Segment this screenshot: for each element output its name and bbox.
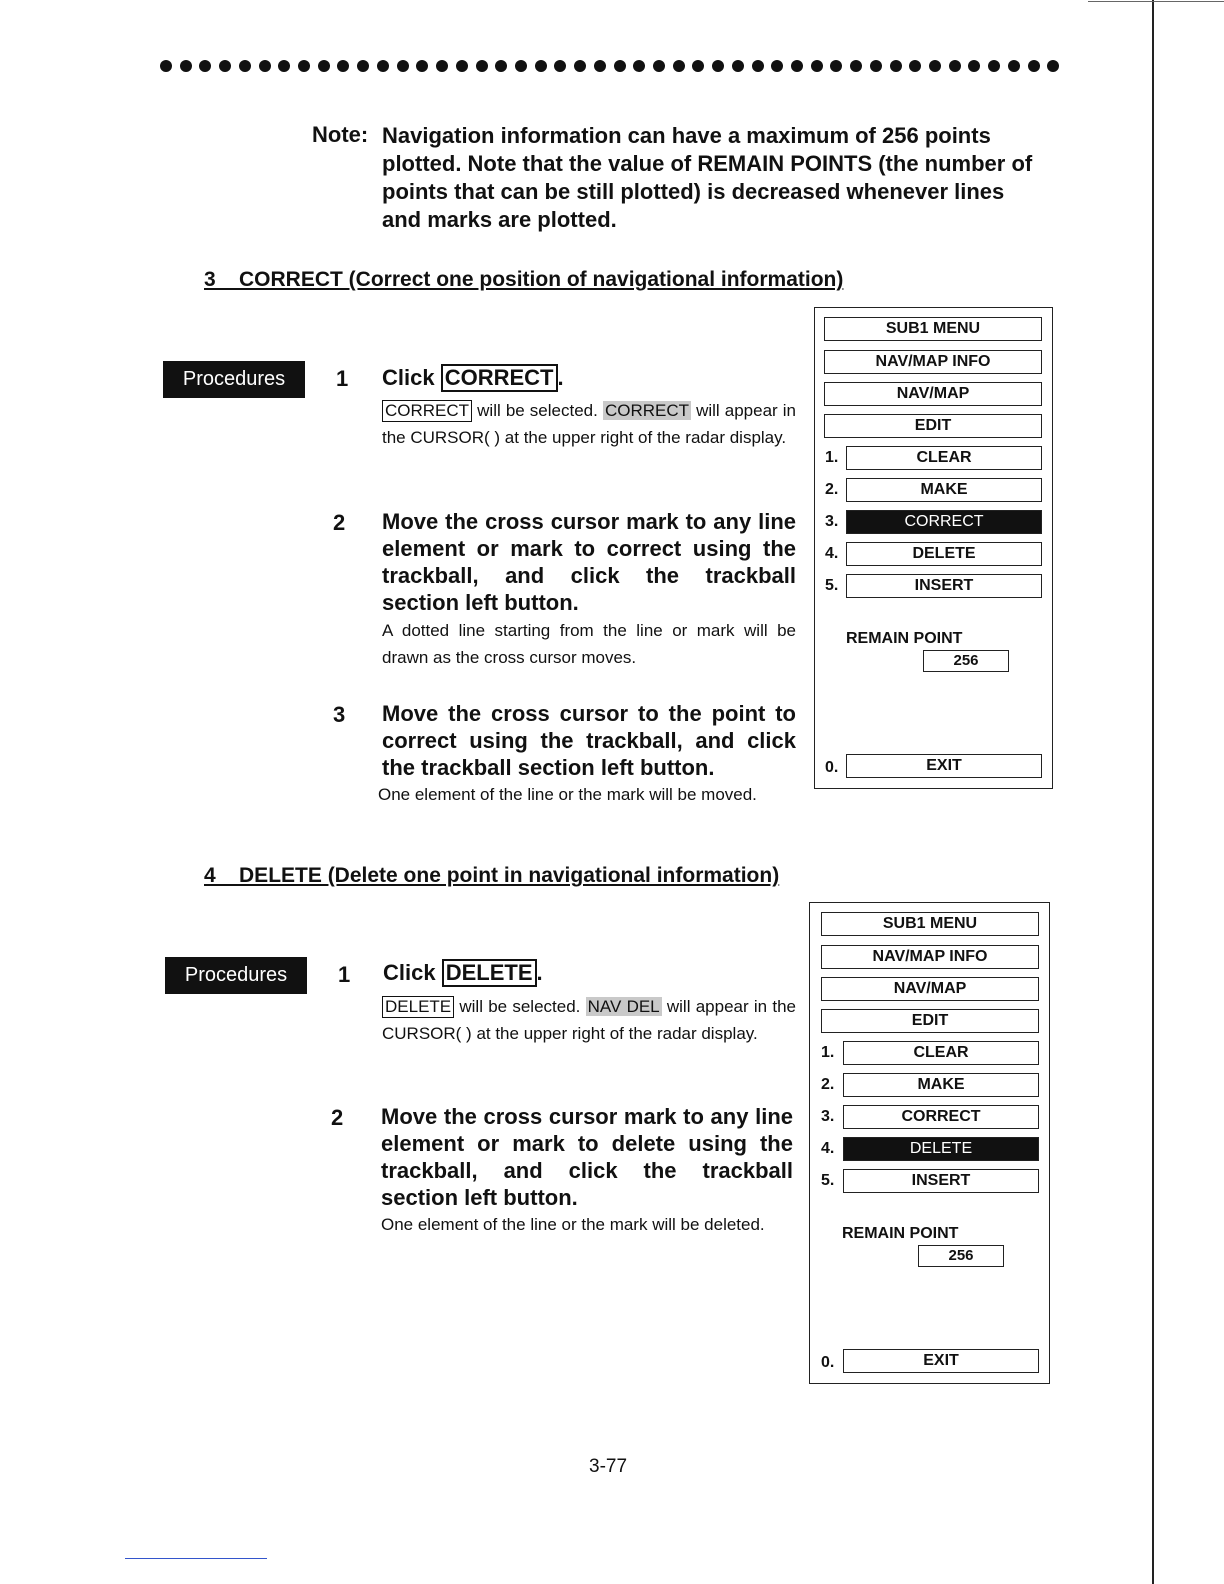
menu-item-number: 3. [825,513,839,530]
insert-button[interactable]: INSERT [843,1169,1039,1193]
nav-map-button[interactable]: NAV/MAP [824,382,1042,406]
exit-button[interactable]: EXIT [846,754,1042,778]
clear-button[interactable]: CLEAR [843,1041,1039,1065]
menu-item-number: 5. [821,1172,835,1189]
step-title-prefix: Click [383,960,436,985]
remain-point-label: REMAIN POINT [846,630,963,647]
desc-text: will be selected. [472,401,603,420]
step-title: Move the cross cursor to the point to correct using the trackball, and click the trackball section left button. [382,701,796,780]
step-title [383,959,797,987]
step-number: 2 [331,1105,344,1130]
top-corner-rule [1088,1,1224,2]
note-label: Note: [312,122,369,147]
correct-button-ref: CORRECT [441,364,558,392]
delete-button-ref: DELETE [442,959,537,987]
edit-button[interactable]: EDIT [821,1009,1039,1033]
procedures-badge: Procedures [163,361,305,398]
menu-item-number: 3. [821,1108,835,1125]
correct-button[interactable]: CORRECT [843,1105,1039,1129]
step-description: One element of the line or the mark will be moved. [378,785,757,804]
nav-map-button[interactable]: NAV/MAP [821,977,1039,1001]
step-number: 2 [333,510,346,535]
nav-map-info-button[interactable]: NAV/MAP INFO [824,350,1042,374]
make-button[interactable]: MAKE [846,478,1042,502]
step-number: 3 [333,702,346,727]
page-number: 3-77 [589,1456,628,1477]
sub1-menu-button[interactable]: SUB1 MENU [821,912,1039,936]
step-title [382,364,796,392]
step-description: A dotted line starting from the line or mark will be drawn as the cross cursor moves. [382,621,796,667]
menu-item-number: 0. [821,1354,835,1371]
dotted-separator [160,60,1060,72]
menu-item-number: 1. [825,449,839,466]
menu-item-number: 4. [821,1140,835,1157]
section-4-heading: 4 DELETE (Delete one point in navigational information) [204,864,780,887]
step-number: 1 [338,962,351,987]
remain-point-value: 256 [918,1245,1004,1267]
step-description [382,397,796,451]
step-description: One element of the line or the mark will be deleted. [381,1215,765,1234]
remain-point-value: 256 [923,650,1009,672]
step-title-prefix: Click [382,365,435,390]
make-button[interactable]: MAKE [843,1073,1039,1097]
nav-map-info-button[interactable]: NAV/MAP INFO [821,945,1039,969]
menu-item-number: 2. [825,481,839,498]
step-number: 1 [336,366,349,391]
step-title: Move the cross cursor mark to any line element or mark to correct using the trackball, and click the trackball section left button. [382,509,796,615]
step-title: Move the cross cursor mark to any line element or mark to delete using the trackball, and click the trackball section left button. [381,1104,793,1210]
delete-button[interactable]: DELETE [846,542,1042,566]
remain-point-label: REMAIN POINT [842,1225,959,1242]
exit-button[interactable]: EXIT [843,1349,1039,1373]
bottom-link-rule [125,1558,267,1559]
menu-item-number: 0. [825,759,839,776]
right-margin-rule [1152,0,1154,1584]
clear-button[interactable]: CLEAR [846,446,1042,470]
menu-item-number: 2. [821,1076,835,1093]
section-3-heading: 3 CORRECT (Correct one position of navigational information) [204,268,844,291]
desc-text-rest: will appear in the CURSOR( ) at the upper right of the radar display. [382,997,796,1043]
edit-button[interactable]: EDIT [824,414,1042,438]
correct-button-ref-small: CORRECT [382,400,472,422]
note-text: Navigation information can have a maximum of 256 points plotted. Note that the value of REMAIN POINTS (the number of points that can be still plotted) is decreased whenever lines and marks are plotted. [382,123,1033,232]
delete-button[interactable]: DELETE [843,1137,1039,1161]
correct-button[interactable]: CORRECT [846,510,1042,534]
sub1-menu-panel [809,902,1050,1384]
cursor-highlight: CORRECT [604,401,689,420]
insert-button[interactable]: INSERT [846,574,1042,598]
step-title-suffix: . [536,960,543,985]
cursor-highlight: NAV DEL [587,997,660,1016]
step-title-suffix: . [557,365,564,390]
sub1-menu-button[interactable]: SUB1 MENU [824,317,1042,341]
desc-text: will be selected. [454,997,586,1016]
menu-item-number: 4. [825,545,839,562]
menu-item-number: 5. [825,577,839,594]
desc-text-rest: will appear in the CURSOR( ) at the upper right of the radar display. [382,401,797,447]
sub1-menu-panel [814,307,1053,789]
menu-item-number: 1. [821,1044,835,1061]
procedures-badge: Procedures [165,957,307,994]
delete-button-ref-small: DELETE [382,996,454,1018]
step-description [382,993,796,1047]
